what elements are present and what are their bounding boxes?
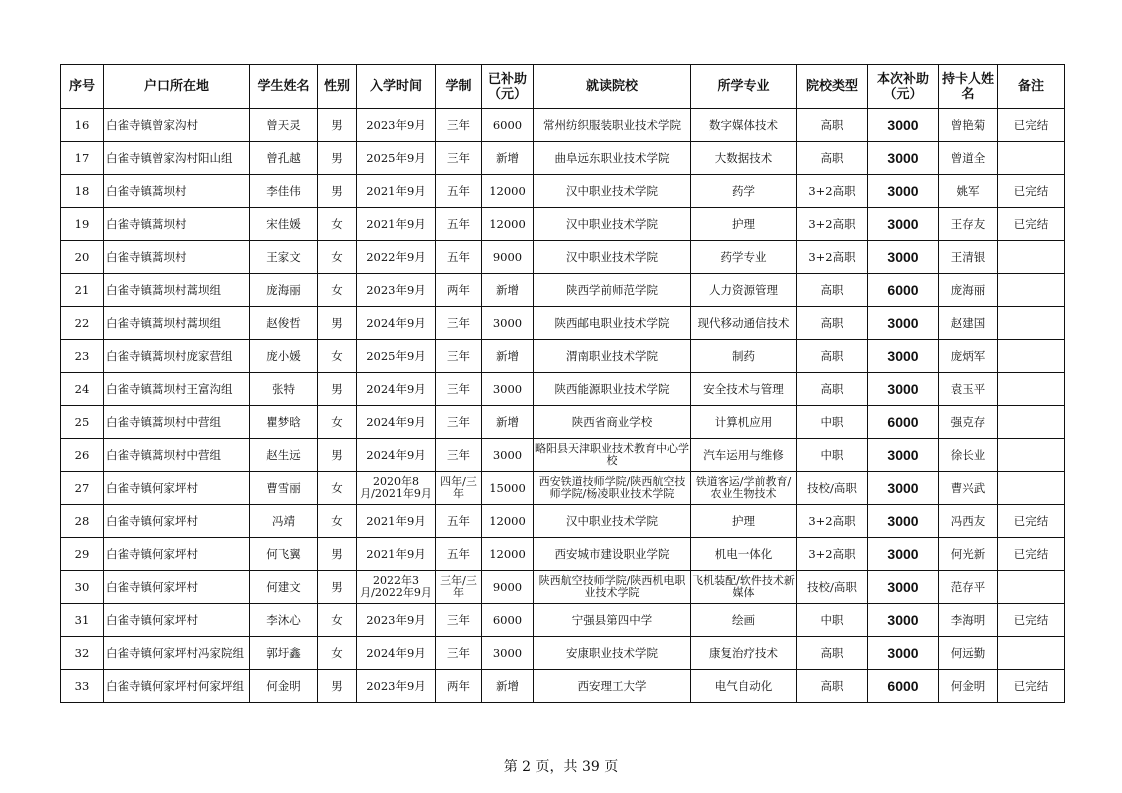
cell-gender: 女: [318, 406, 357, 439]
cell-current-subsidy: 3000: [868, 637, 939, 670]
cell-household-location: 白雀寺镇蒿坝村王富沟组: [104, 373, 250, 406]
cell-enrollment-date: 2021年9月: [357, 175, 436, 208]
cell-school-type: 3+2高职: [797, 505, 868, 538]
cell-cardholder-name: 曹兴武: [939, 472, 998, 505]
cell-index: 18: [61, 175, 104, 208]
cell-subsidized-amount: 12000: [482, 175, 534, 208]
cell-gender: 女: [318, 340, 357, 373]
cell-household-location: 白雀寺镇蒿坝村蒿坝组: [104, 307, 250, 340]
cell-cardholder-name: 赵建国: [939, 307, 998, 340]
cell-school: 常州纺织服装职业技术学院: [534, 109, 691, 142]
cell-cardholder-name: 姚军: [939, 175, 998, 208]
cell-major: 飞机装配/软件技术新媒体: [691, 571, 797, 604]
cell-school: 陕西学前师范学院: [534, 274, 691, 307]
cell-enrollment-date: 2024年9月: [357, 637, 436, 670]
cell-current-subsidy: 3000: [868, 373, 939, 406]
table-row: [61, 637, 1065, 670]
cell-household-location: 白雀寺镇蒿坝村中营组: [104, 406, 250, 439]
cell-index: 20: [61, 241, 104, 274]
cell-major: 现代移动通信技术: [691, 307, 797, 340]
cell-enrollment-date: 2024年9月: [357, 373, 436, 406]
cell-cardholder-name: 袁玉平: [939, 373, 998, 406]
cell-enrollment-date: 2022年3月/2022年9月: [357, 571, 436, 604]
cell-major: 绘画: [691, 604, 797, 637]
cell-student-name: 曾天灵: [250, 109, 318, 142]
table-row: [61, 307, 1065, 340]
cell-cardholder-name: 何远勤: [939, 637, 998, 670]
table-row: [61, 505, 1065, 538]
cell-student-name: 张特: [250, 373, 318, 406]
cell-school: 安康职业技术学院: [534, 637, 691, 670]
table-row: [61, 538, 1065, 571]
cell-program-length: 三年: [436, 637, 482, 670]
table-row: [61, 406, 1065, 439]
cell-cardholder-name: 范存平: [939, 571, 998, 604]
cell-remark: 已完结: [998, 109, 1065, 142]
table-row: [61, 439, 1065, 472]
header-household-location: 户口所在地: [104, 65, 250, 109]
cell-student-name: 曾孔越: [250, 142, 318, 175]
header-school: 就读院校: [534, 65, 691, 109]
cell-enrollment-date: 2021年9月: [357, 538, 436, 571]
cell-subsidized-amount: 新增: [482, 406, 534, 439]
cell-enrollment-date: 2020年8月/2021年9月: [357, 472, 436, 505]
cell-school-type: 中职: [797, 406, 868, 439]
header-index: 序号: [61, 65, 104, 109]
table-row: [61, 208, 1065, 241]
cell-gender: 男: [318, 142, 357, 175]
cell-program-length: 三年/三年: [436, 571, 482, 604]
cell-program-length: 四年/三年: [436, 472, 482, 505]
cell-school-type: 高职: [797, 637, 868, 670]
cell-remark: [998, 439, 1065, 472]
cell-index: 28: [61, 505, 104, 538]
cell-school-type: 高职: [797, 307, 868, 340]
table-row: [61, 340, 1065, 373]
cell-student-name: 庞小媛: [250, 340, 318, 373]
cell-school-type: 中职: [797, 439, 868, 472]
cell-school: 陕西邮电职业技术学院: [534, 307, 691, 340]
table-row: [61, 241, 1065, 274]
cell-household-location: 白雀寺镇何家坪村: [104, 505, 250, 538]
cell-household-location: 白雀寺镇何家坪村何家坪组: [104, 670, 250, 703]
cell-school: 西安城市建设职业学院: [534, 538, 691, 571]
cell-index: 27: [61, 472, 104, 505]
cell-subsidized-amount: 15000: [482, 472, 534, 505]
cell-gender: 女: [318, 208, 357, 241]
cell-school-type: 高职: [797, 109, 868, 142]
cell-cardholder-name: 冯西友: [939, 505, 998, 538]
cell-gender: 男: [318, 373, 357, 406]
cell-gender: 女: [318, 241, 357, 274]
cell-school: 汉中职业技术学院: [534, 175, 691, 208]
table-header-row: [61, 65, 1065, 109]
cell-subsidized-amount: 新增: [482, 142, 534, 175]
cell-household-location: 白雀寺镇何家坪村: [104, 571, 250, 604]
cell-major: 人力资源管理: [691, 274, 797, 307]
cell-enrollment-date: 2021年9月: [357, 505, 436, 538]
cell-school: 陕西能源职业技术学院: [534, 373, 691, 406]
cell-major: 数字媒体技术: [691, 109, 797, 142]
cell-cardholder-name: 曾艳菊: [939, 109, 998, 142]
cell-program-length: 五年: [436, 208, 482, 241]
cell-current-subsidy: 3000: [868, 472, 939, 505]
cell-household-location: 白雀寺镇蒿坝村庞家营组: [104, 340, 250, 373]
cell-subsidized-amount: 3000: [482, 439, 534, 472]
cell-household-location: 白雀寺镇曾家沟村: [104, 109, 250, 142]
cell-student-name: 王家文: [250, 241, 318, 274]
cell-remark: [998, 307, 1065, 340]
cell-index: 16: [61, 109, 104, 142]
cell-current-subsidy: 3000: [868, 109, 939, 142]
cell-remark: 已完结: [998, 670, 1065, 703]
cell-current-subsidy: 3000: [868, 439, 939, 472]
cell-school-type: 高职: [797, 274, 868, 307]
cell-cardholder-name: 庞海丽: [939, 274, 998, 307]
cell-school-type: 3+2高职: [797, 175, 868, 208]
cell-school: 陕西省商业学校: [534, 406, 691, 439]
cell-household-location: 白雀寺镇何家坪村: [104, 604, 250, 637]
cell-current-subsidy: 3000: [868, 175, 939, 208]
cell-remark: [998, 637, 1065, 670]
cell-household-location: 白雀寺镇何家坪村冯家院组: [104, 637, 250, 670]
cell-school: 汉中职业技术学院: [534, 505, 691, 538]
cell-enrollment-date: 2024年9月: [357, 439, 436, 472]
cell-subsidized-amount: 9000: [482, 241, 534, 274]
cell-enrollment-date: 2025年9月: [357, 340, 436, 373]
table-row: [61, 142, 1065, 175]
cell-household-location: 白雀寺镇蒿坝村蒿坝组: [104, 274, 250, 307]
cell-program-length: 两年: [436, 670, 482, 703]
cell-program-length: 两年: [436, 274, 482, 307]
cell-major: 康复治疗技术: [691, 637, 797, 670]
cell-major: 药学: [691, 175, 797, 208]
cell-current-subsidy: 3000: [868, 604, 939, 637]
cell-index: 24: [61, 373, 104, 406]
cell-student-name: 何建文: [250, 571, 318, 604]
cell-enrollment-date: 2023年9月: [357, 274, 436, 307]
table-row: [61, 472, 1065, 505]
cell-student-name: 何金明: [250, 670, 318, 703]
cell-cardholder-name: 强克存: [939, 406, 998, 439]
cell-enrollment-date: 2021年9月: [357, 208, 436, 241]
cell-index: 21: [61, 274, 104, 307]
cell-program-length: 三年: [436, 307, 482, 340]
cell-school: 曲阜远东职业技术学院: [534, 142, 691, 175]
header-remark: 备注: [998, 65, 1065, 109]
cell-gender: 女: [318, 637, 357, 670]
cell-school: 西安理工大学: [534, 670, 691, 703]
cell-major: 计算机应用: [691, 406, 797, 439]
header-student-name: 学生姓名: [250, 65, 318, 109]
cell-program-length: 三年: [436, 373, 482, 406]
cell-index: 22: [61, 307, 104, 340]
table-row: [61, 670, 1065, 703]
cell-household-location: 白雀寺镇蒿坝村: [104, 175, 250, 208]
cell-cardholder-name: 何金明: [939, 670, 998, 703]
cell-current-subsidy: 3000: [868, 571, 939, 604]
cell-student-name: 郭圩鑫: [250, 637, 318, 670]
cell-subsidized-amount: 9000: [482, 571, 534, 604]
cell-remark: 已完结: [998, 505, 1065, 538]
cell-remark: [998, 241, 1065, 274]
cell-major: 电气自动化: [691, 670, 797, 703]
table-row: [61, 571, 1065, 604]
cell-index: 31: [61, 604, 104, 637]
cell-subsidized-amount: 新增: [482, 274, 534, 307]
cell-student-name: 宋佳媛: [250, 208, 318, 241]
cell-remark: [998, 142, 1065, 175]
cell-index: 30: [61, 571, 104, 604]
cell-index: 23: [61, 340, 104, 373]
cell-school-type: 3+2高职: [797, 538, 868, 571]
cell-major: 安全技术与管理: [691, 373, 797, 406]
cell-school: 渭南职业技术学院: [534, 340, 691, 373]
table-row: [61, 175, 1065, 208]
cell-cardholder-name: 庞炳军: [939, 340, 998, 373]
cell-remark: [998, 373, 1065, 406]
cell-student-name: 庞海丽: [250, 274, 318, 307]
cell-gender: 男: [318, 670, 357, 703]
cell-index: 17: [61, 142, 104, 175]
cell-major: 大数据技术: [691, 142, 797, 175]
table-row: [61, 373, 1065, 406]
cell-gender: 男: [318, 538, 357, 571]
cell-subsidized-amount: 3000: [482, 373, 534, 406]
cell-enrollment-date: 2023年9月: [357, 109, 436, 142]
cell-program-length: 三年: [436, 109, 482, 142]
cell-current-subsidy: 3000: [868, 307, 939, 340]
cell-household-location: 白雀寺镇蒿坝村: [104, 241, 250, 274]
cell-school: 西安铁道技师学院/陕西航空技师学院/杨凌职业技术学院: [534, 472, 691, 505]
cell-program-length: 五年: [436, 538, 482, 571]
header-subsidized-amount: 已补助（元）: [482, 65, 534, 109]
cell-program-length: 五年: [436, 241, 482, 274]
cell-current-subsidy: 3000: [868, 142, 939, 175]
cell-student-name: 赵生远: [250, 439, 318, 472]
cell-current-subsidy: 3000: [868, 538, 939, 571]
cell-remark: [998, 472, 1065, 505]
cell-enrollment-date: 2023年9月: [357, 604, 436, 637]
cell-school: 汉中职业技术学院: [534, 241, 691, 274]
cell-student-name: 曹雪丽: [250, 472, 318, 505]
cell-household-location: 白雀寺镇何家坪村: [104, 538, 250, 571]
cell-student-name: 瞿梦晗: [250, 406, 318, 439]
cell-major: 汽车运用与维修: [691, 439, 797, 472]
cell-school-type: 高职: [797, 670, 868, 703]
cell-current-subsidy: 3000: [868, 340, 939, 373]
cell-cardholder-name: 李海明: [939, 604, 998, 637]
cell-remark: [998, 406, 1065, 439]
cell-subsidized-amount: 新增: [482, 670, 534, 703]
cell-current-subsidy: 3000: [868, 505, 939, 538]
cell-remark: 已完结: [998, 538, 1065, 571]
cell-subsidized-amount: 3000: [482, 307, 534, 340]
cell-index: 26: [61, 439, 104, 472]
cell-program-length: 三年: [436, 142, 482, 175]
cell-index: 25: [61, 406, 104, 439]
cell-major: 护理: [691, 208, 797, 241]
cell-gender: 女: [318, 472, 357, 505]
cell-index: 32: [61, 637, 104, 670]
cell-index: 29: [61, 538, 104, 571]
header-gender: 性别: [318, 65, 357, 109]
cell-subsidized-amount: 12000: [482, 538, 534, 571]
cell-gender: 女: [318, 604, 357, 637]
cell-remark: 已完结: [998, 208, 1065, 241]
cell-school-type: 高职: [797, 340, 868, 373]
cell-household-location: 白雀寺镇曾家沟村阳山组: [104, 142, 250, 175]
cell-enrollment-date: 2023年9月: [357, 670, 436, 703]
cell-student-name: 李沐心: [250, 604, 318, 637]
cell-remark: [998, 274, 1065, 307]
cell-subsidized-amount: 6000: [482, 604, 534, 637]
cell-subsidized-amount: 12000: [482, 208, 534, 241]
cell-program-length: 三年: [436, 406, 482, 439]
cell-gender: 男: [318, 175, 357, 208]
cell-program-length: 五年: [436, 505, 482, 538]
table-row: [61, 274, 1065, 307]
page-footer: 第 2 页，共 39 页: [503, 759, 619, 775]
cell-major: 机电一体化: [691, 538, 797, 571]
cell-school: 宁强县第四中学: [534, 604, 691, 637]
cell-remark: [998, 340, 1065, 373]
cell-school-type: 高职: [797, 142, 868, 175]
cell-student-name: 冯靖: [250, 505, 318, 538]
cell-subsidized-amount: 新增: [482, 340, 534, 373]
cell-current-subsidy: 6000: [868, 406, 939, 439]
header-enrollment-date: 入学时间: [357, 65, 436, 109]
cell-subsidized-amount: 6000: [482, 109, 534, 142]
cell-household-location: 白雀寺镇蒿坝村: [104, 208, 250, 241]
cell-gender: 男: [318, 571, 357, 604]
cell-gender: 男: [318, 439, 357, 472]
header-program-length: 学制: [436, 65, 482, 109]
cell-school-type: 技校/高职: [797, 472, 868, 505]
cell-household-location: 白雀寺镇蒿坝村中营组: [104, 439, 250, 472]
cell-school: 汉中职业技术学院: [534, 208, 691, 241]
cell-major: 铁道客运/学前教育/农业生物技术: [691, 472, 797, 505]
cell-index: 19: [61, 208, 104, 241]
cell-school-type: 技校/高职: [797, 571, 868, 604]
cell-school: 略阳县天津职业技术教育中心学校: [534, 439, 691, 472]
cell-major: 药学专业: [691, 241, 797, 274]
cell-program-length: 五年: [436, 175, 482, 208]
table-row: [61, 604, 1065, 637]
cell-program-length: 三年: [436, 604, 482, 637]
cell-program-length: 三年: [436, 340, 482, 373]
cell-school-type: 3+2高职: [797, 241, 868, 274]
cell-remark: 已完结: [998, 175, 1065, 208]
cell-cardholder-name: 王清银: [939, 241, 998, 274]
cell-major: 制药: [691, 340, 797, 373]
cell-gender: 男: [318, 307, 357, 340]
cell-major: 护理: [691, 505, 797, 538]
cell-enrollment-date: 2025年9月: [357, 142, 436, 175]
cell-student-name: 李佳伟: [250, 175, 318, 208]
cell-household-location: 白雀寺镇何家坪村: [104, 472, 250, 505]
cell-remark: 已完结: [998, 604, 1065, 637]
cell-enrollment-date: 2024年9月: [357, 307, 436, 340]
subsidy-table: [60, 64, 1065, 703]
cell-school-type: 中职: [797, 604, 868, 637]
cell-cardholder-name: 曾道全: [939, 142, 998, 175]
cell-gender: 女: [318, 505, 357, 538]
cell-gender: 女: [318, 274, 357, 307]
cell-current-subsidy: 6000: [868, 670, 939, 703]
cell-subsidized-amount: 3000: [482, 637, 534, 670]
cell-cardholder-name: 何光新: [939, 538, 998, 571]
cell-student-name: 何飞翼: [250, 538, 318, 571]
cell-cardholder-name: 王存友: [939, 208, 998, 241]
header-major: 所学专业: [691, 65, 797, 109]
cell-enrollment-date: 2024年9月: [357, 406, 436, 439]
cell-school-type: 高职: [797, 373, 868, 406]
cell-remark: [998, 571, 1065, 604]
cell-index: 33: [61, 670, 104, 703]
cell-current-subsidy: 3000: [868, 208, 939, 241]
cell-current-subsidy: 3000: [868, 241, 939, 274]
header-cardholder-name: 持卡人姓名: [939, 65, 998, 109]
cell-current-subsidy: 6000: [868, 274, 939, 307]
cell-subsidized-amount: 12000: [482, 505, 534, 538]
cell-school: 陕西航空技师学院/陕西机电职业技术学院: [534, 571, 691, 604]
table-body: [61, 109, 1065, 703]
cell-program-length: 三年: [436, 439, 482, 472]
header-school-type: 院校类型: [797, 65, 868, 109]
header-current-subsidy: 本次补助（元）: [868, 65, 939, 109]
cell-student-name: 赵俊哲: [250, 307, 318, 340]
cell-school-type: 3+2高职: [797, 208, 868, 241]
cell-cardholder-name: 徐长业: [939, 439, 998, 472]
table-row: [61, 109, 1065, 142]
cell-enrollment-date: 2022年9月: [357, 241, 436, 274]
cell-gender: 男: [318, 109, 357, 142]
